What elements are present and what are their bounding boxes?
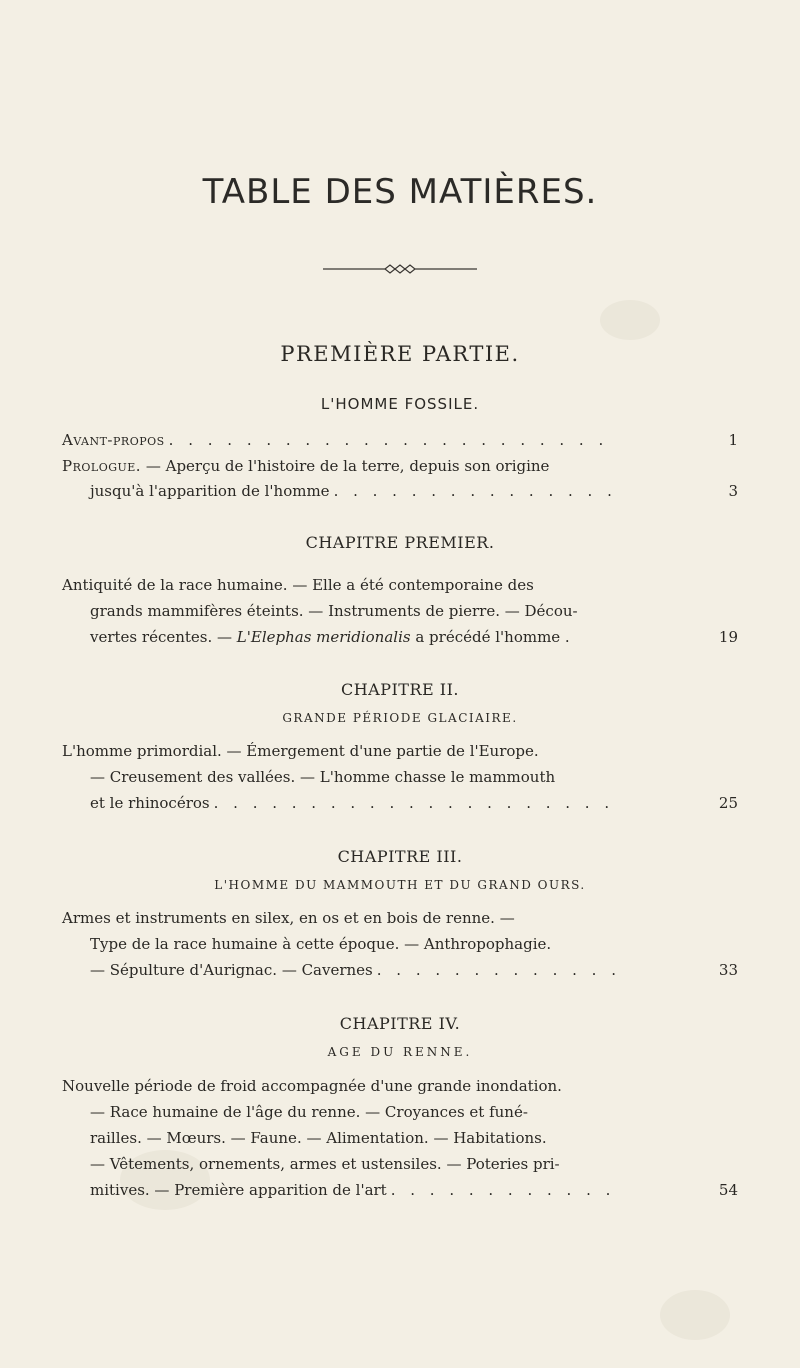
- toc-entry-prologue-cont: [90, 478, 738, 504]
- chapter-summary-line: [62, 1073, 738, 1099]
- page-number: 54: [718, 1181, 738, 1199]
- chapter-summary-line: [90, 957, 738, 983]
- summary-text: vertes récentes. —: [90, 628, 237, 646]
- summary-text: Armes et instruments en silex, en os et en bois de renne. —: [62, 909, 515, 927]
- summary-text: — Vêtements, ornements, armes et ustensiles. — Poteries pri-: [90, 1155, 560, 1173]
- summary-text: Nouvelle période de froid accompagnée d'une grande inondation.: [62, 1077, 562, 1095]
- ornament-divider: [323, 262, 477, 276]
- summary-text: grands mammifères éteints. — Instruments de pierre. — Décou-: [90, 602, 578, 620]
- chapter-summary-line: [90, 1177, 738, 1203]
- chapter-subheading: GRANDE PÉRIODE GLACIAIRE.: [282, 711, 518, 725]
- summary-text: a précédé l'homme .: [410, 628, 570, 646]
- chapter-heading: CHAPITRE II.: [340, 680, 460, 699]
- chapter-summary-line: [90, 1125, 738, 1151]
- page-number: 25: [718, 794, 738, 812]
- page-number: 33: [718, 961, 738, 979]
- summary-text: mitives. — Première apparition de l'art: [90, 1181, 387, 1199]
- summary-text: L'homme primordial. — Émergement d'une partie de l'Europe.: [62, 742, 539, 760]
- paper-stain: [600, 300, 660, 340]
- toc-entry-label: Prologue.: [62, 457, 142, 475]
- part-title: PREMIÈRE PARTIE.: [280, 342, 520, 366]
- chapter-summary-line: [62, 905, 738, 931]
- chapter-summary-line: [90, 931, 738, 957]
- chapter-summary-line: [90, 764, 738, 790]
- summary-text: — Race humaine de l'âge du renne. — Croyances et funé-: [90, 1103, 528, 1121]
- chapter-summary-line: [90, 624, 738, 650]
- toc-entry-avant-propos: [62, 427, 738, 453]
- chapter-subheading: AGE DU RENNE.: [327, 1045, 473, 1059]
- summary-text: — Sépulture d'Aurignac. — Cavernes: [90, 961, 373, 979]
- leader-dots: . . . . . . . . . . . .: [390, 1181, 616, 1199]
- chapter-summary-line: [62, 572, 738, 598]
- page-number: 1: [728, 431, 738, 449]
- leader-dots: . . . . . . . . . . . . . . . . . . . . .: [213, 794, 615, 812]
- chapter-summary-line: [90, 1151, 738, 1177]
- part-subtitle: L'HOMME FOSSILE.: [320, 395, 480, 413]
- chapter-summary-line: [90, 598, 738, 624]
- toc-entry-label: Avant-propos: [62, 431, 165, 449]
- summary-text: Type de la race humaine à cette époque. — Anthropophagie.: [90, 935, 552, 953]
- leader-dots: . . . . . . . . . . . . .: [376, 961, 621, 979]
- chapter-heading: CHAPITRE III.: [337, 847, 463, 866]
- page-title: TABLE DES MATIÈRES.: [202, 172, 598, 212]
- summary-text: railles. — Mœurs. — Faune. — Alimentation. — Habitations.: [90, 1129, 547, 1147]
- summary-text: — Creusement des vallées. — L'homme chasse le mammouth: [90, 768, 556, 786]
- summary-text: et le rhinocéros: [90, 794, 210, 812]
- summary-text: Antiquité de la race humaine. — Elle a été contemporaine des: [62, 576, 534, 594]
- chapter-summary-line: [90, 790, 738, 816]
- page-number: 19: [718, 628, 738, 646]
- toc-entry-text: jusqu'à l'apparition de l'homme: [90, 482, 330, 500]
- chapter-summary-line: [62, 738, 738, 764]
- paper-stain: [660, 1290, 730, 1340]
- leader-dots: . . . . . . . . . . . . . . .: [333, 482, 617, 500]
- page-number: 3: [728, 482, 738, 500]
- leader-dots: . . . . . . . . . . . . . . . . . . . . . . .: [168, 431, 609, 449]
- chapter-subheading: L'HOMME DU MAMMOUTH ET DU GRAND OURS.: [214, 878, 586, 892]
- chapter-heading: CHAPITRE PREMIER.: [305, 533, 495, 552]
- chapter-summary-line: [90, 1099, 738, 1125]
- toc-entry-text: — Aperçu de l'histoire de la terre, depuis son origine: [141, 457, 550, 475]
- toc-entry-prologue: [62, 453, 738, 479]
- summary-italic-text: L'Elephas meridionalis: [236, 628, 411, 646]
- chapter-heading: CHAPITRE IV.: [339, 1014, 461, 1033]
